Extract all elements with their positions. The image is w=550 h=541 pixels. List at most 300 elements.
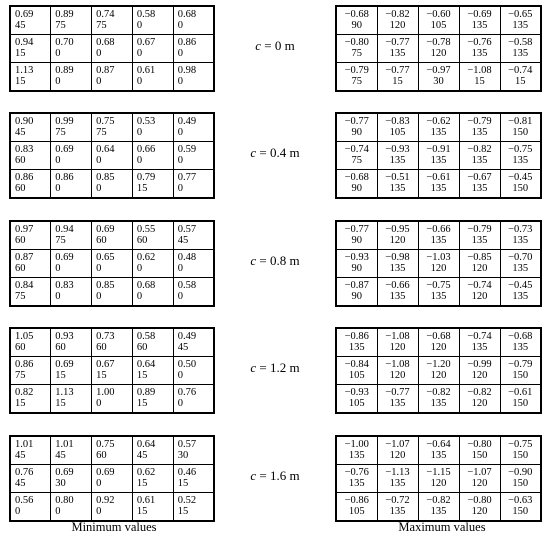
table-cell [92,35,133,63]
cell-angle: 15 [55,370,66,381]
cell-value: −0.98 [385,252,410,263]
cell-value: −0.95 [385,224,410,235]
cell-angle: 90 [351,183,362,194]
cell-angle: 135 [471,183,488,194]
cell-angle: 135 [389,48,406,59]
table-cell [173,170,214,199]
table-cell [132,221,173,250]
cell-value: −0.82 [467,387,492,398]
table-cell [500,357,541,385]
table-cell [173,493,214,522]
c-variable: c [250,468,257,483]
table-cell [459,357,500,385]
cell-value: −0.86 [344,495,369,506]
table-cell [459,250,500,278]
c-label [215,253,335,269]
cell-angle: 135 [430,183,447,194]
cell-angle: 135 [389,263,406,274]
cell-value: 0.73 [96,331,115,342]
cell-angle: 135 [512,291,529,302]
cell-value: 0.64 [136,439,156,450]
table-cell [500,278,541,307]
cell-value: −1.20 [426,359,451,370]
table-cell [336,6,377,35]
cell-angle: 0 [136,76,143,87]
table-cell [51,142,92,170]
cell-value: −0.93 [344,252,369,263]
cell-value: −0.61 [426,172,451,183]
cell-value: 0.62 [136,252,156,263]
cell-angle: 0 [136,48,143,59]
cell-value: −1.13 [385,467,410,478]
cell-angle: 75 [96,20,107,31]
table-cell [377,113,418,142]
table-cell [10,250,51,278]
table-cell [336,278,377,307]
cell-angle: 0 [15,506,21,517]
table-cell [132,385,173,414]
cell-angle: 0 [136,20,143,31]
cell-value: 0.69 [55,252,74,263]
cell-angle: 135 [389,155,406,166]
table-cell [459,385,500,414]
table-cell [377,142,418,170]
cell-value: −1.08 [467,65,492,76]
cell-value: −0.65 [508,9,533,20]
table-cell [377,328,418,357]
cell-value: −0.68 [344,9,369,20]
table-cell [10,328,51,357]
table-cell [51,250,92,278]
table-cell [377,436,418,465]
cell-angle: 135 [471,20,488,31]
cell-value: 1.01 [55,439,74,450]
table-cell [132,170,173,199]
table-cell [10,113,51,142]
cell-angle: 105 [348,398,365,409]
table-cell [10,385,51,414]
cell-angle: 0 [177,155,183,166]
table-cell [51,357,92,385]
cell-value: −0.87 [344,280,369,291]
cell-angle: 60 [55,342,66,353]
cell-angle: 0 [177,370,183,381]
cell-angle: 60 [15,183,26,194]
cell-angle: 0 [177,291,183,302]
table-cell [418,142,459,170]
cell-value: 0.92 [96,495,115,506]
cell-value: −0.79 [508,359,533,370]
cell-value: 0.87 [96,65,115,76]
cell-angle: 135 [430,506,447,517]
c-value: = 1.6 m [256,468,300,483]
table-cell [10,465,51,493]
cell-value: 0.58 [177,280,197,291]
cell-angle: 0 [136,263,143,274]
cell-value: 0.86 [15,359,34,370]
table-cell [132,250,173,278]
cell-value: −0.83 [385,116,410,127]
table-cell [10,221,51,250]
cell-value: −0.74 [508,65,533,76]
cell-angle: 15 [136,478,148,489]
cell-value: 0.57 [177,224,197,235]
cell-value: 0.48 [177,252,197,263]
cell-value: 0.69 [15,9,34,20]
cell-angle: 45 [15,450,26,461]
cell-value: −0.66 [426,224,451,235]
table-cell [377,63,418,92]
table-row [336,465,541,493]
cell-value: −0.97 [426,65,451,76]
table-cell [377,35,418,63]
cell-value: 0.55 [136,224,156,235]
cell-angle: 0 [55,291,61,302]
cell-value: −0.58 [508,37,533,48]
cell-angle: 60 [136,235,148,246]
cell-value: −0.79 [467,224,492,235]
cell-value: −0.77 [385,37,410,48]
cell-value: −0.82 [426,495,451,506]
cell-value: −0.62 [426,116,451,127]
table-cell [336,63,377,92]
cell-angle: 135 [389,478,406,489]
table-cell [132,113,173,142]
cell-angle: 135 [512,48,529,59]
cell-angle: 150 [512,183,529,194]
table-cell [132,493,173,522]
cell-value: −0.93 [385,144,410,155]
table-cell [336,113,377,142]
cell-value: −0.77 [385,387,410,398]
table-cell [10,357,51,385]
max-table-c08 [335,220,542,307]
table-cell [92,328,133,357]
cell-value: 0.82 [15,387,34,398]
cell-angle: 90 [351,127,362,138]
cell-angle: 135 [348,450,365,461]
table-cell [418,35,459,63]
cell-value: 0.67 [136,37,156,48]
cell-value: 0.79 [136,172,156,183]
cell-angle: 15 [15,398,26,409]
table-row [336,142,541,170]
cell-value: −0.75 [508,439,533,450]
cell-value: −0.79 [344,65,369,76]
c-value: = 1.2 m [256,360,300,375]
table-row [336,6,541,35]
cell-value: −0.82 [385,9,410,20]
cell-value: 0.64 [136,359,156,370]
cell-angle: 60 [15,263,26,274]
table-cell [92,465,133,493]
cell-value: 0.69 [96,467,115,478]
cell-angle: 135 [512,235,529,246]
cell-angle: 75 [96,127,107,138]
maximum-values-label: Maximum values [398,520,486,534]
table-cell [377,465,418,493]
cell-value: −0.45 [508,280,533,291]
cell-angle: 150 [512,506,529,517]
table-cell [51,328,92,357]
cell-value: −0.80 [344,37,369,48]
table-cell [92,278,133,307]
cell-angle: 120 [389,20,406,31]
cell-value: 0.85 [96,172,115,183]
cell-angle: 120 [389,342,406,353]
cell-value: 1.13 [55,387,74,398]
cell-angle: 90 [351,263,362,274]
table-cell [336,357,377,385]
cell-angle: 150 [512,478,529,489]
cell-value: −0.91 [426,144,451,155]
cell-value: 0.89 [55,9,74,20]
cell-value: −0.99 [467,359,492,370]
cell-angle: 45 [177,342,189,353]
table-cell [377,357,418,385]
table-cell [418,436,459,465]
table-cell [10,6,51,35]
c-variable: c [250,360,257,375]
cell-angle: 45 [55,450,66,461]
cell-angle: 45 [177,235,189,246]
cell-angle: 135 [389,291,406,302]
max-table-c12 [335,327,542,414]
cell-angle: 75 [351,48,362,59]
table-cell [132,465,173,493]
cell-value: 0.50 [177,359,197,370]
table-cell [173,221,214,250]
table-cell [377,6,418,35]
cell-value: −0.76 [344,467,369,478]
table-cell [51,436,92,465]
table-cell [51,35,92,63]
cell-angle: 120 [430,342,447,353]
table-cell [132,436,173,465]
cell-value: 0.70 [55,37,74,48]
table-cell [418,113,459,142]
table-cell [336,328,377,357]
table-cell [173,35,214,63]
table-cell [132,357,173,385]
cell-value: 0.97 [15,224,34,235]
table-cell [377,493,418,522]
cell-value: 0.93 [55,331,74,342]
cell-value: −0.74 [467,280,492,291]
cell-angle: 135 [471,235,488,246]
cell-value: 0.46 [177,467,197,478]
cell-value: 0.69 [55,467,74,478]
cell-angle: 0 [55,506,61,517]
cell-angle: 15 [392,76,403,87]
table-cell [377,385,418,414]
cell-angle: 15 [15,76,26,87]
table-cell [459,35,500,63]
cell-angle: 75 [55,235,66,246]
cell-angle: 15 [515,76,526,87]
table-cell [418,278,459,307]
cell-value: −0.61 [508,387,533,398]
cell-angle: 135 [430,235,447,246]
cell-angle: 150 [471,450,488,461]
cell-angle: 120 [471,478,488,489]
cell-angle: 0 [96,48,102,59]
table-row [336,436,541,465]
table-cell [173,63,214,92]
cell-angle: 135 [471,342,488,353]
cell-value: −0.73 [508,224,533,235]
table-cell [51,493,92,522]
table-cell [173,250,214,278]
table-cell [173,6,214,35]
cell-angle: 135 [348,478,365,489]
table-row [336,113,541,142]
table-row [10,493,214,522]
cell-angle: 45 [15,127,26,138]
max-table-c04 [335,112,542,199]
cell-value: 0.89 [136,387,156,398]
table-cell [51,385,92,414]
cell-value: 0.84 [15,280,34,291]
min-table-c0 [9,5,215,92]
table-row [336,63,541,92]
cell-value: 0.94 [15,37,34,48]
cell-angle: 15 [474,76,485,87]
table-cell [459,63,500,92]
cell-value: −0.80 [467,495,492,506]
table-cell [500,142,541,170]
table-row [10,436,214,465]
cell-angle: 135 [471,48,488,59]
table-cell [132,35,173,63]
table-cell [418,63,459,92]
table-row [10,113,214,142]
min-table-c04 [9,112,215,199]
cell-value: −0.77 [385,65,410,76]
cell-angle: 75 [351,76,362,87]
table-cell [418,357,459,385]
table-row [336,357,541,385]
cell-value: 0.99 [55,116,74,127]
cell-angle: 135 [430,291,447,302]
cell-angle: 150 [512,127,529,138]
cell-angle: 150 [512,398,529,409]
cell-value: 0.90 [15,116,34,127]
cell-angle: 15 [15,48,26,59]
cell-angle: 0 [177,48,183,59]
cell-angle: 0 [177,127,183,138]
cell-angle: 120 [471,506,488,517]
cell-angle: 15 [55,398,66,409]
cell-value: 0.59 [177,144,197,155]
cell-value: −0.66 [385,280,410,291]
table-cell [418,6,459,35]
max-table-c16 [335,435,542,522]
table-row [10,6,214,35]
cell-angle: 135 [389,398,406,409]
table-cell [418,221,459,250]
table-row [336,35,541,63]
table-cell [459,436,500,465]
cell-angle: 120 [430,478,447,489]
cell-value: −0.93 [344,387,369,398]
cell-value: −0.70 [508,252,533,263]
cell-value: 0.98 [177,65,197,76]
table-row [10,385,214,414]
table-cell [173,357,214,385]
table-cell [500,113,541,142]
c-label [215,145,335,161]
cell-value: −0.68 [426,331,451,342]
cell-angle: 90 [351,20,362,31]
cell-value: 0.74 [96,9,115,20]
cell-value: 0.86 [15,172,34,183]
table-cell [92,436,133,465]
cell-value: 1.00 [96,387,115,398]
cell-angle: 60 [96,342,107,353]
cell-angle: 120 [471,263,488,274]
cell-value: −1.15 [426,467,451,478]
cell-value: 0.68 [136,280,156,291]
table-cell [377,170,418,199]
cell-value: 0.69 [55,144,74,155]
table-cell [51,278,92,307]
cell-angle: 0 [55,76,61,87]
table-cell [10,278,51,307]
cell-angle: 30 [433,76,444,87]
table-row [336,328,541,357]
cell-angle: 120 [389,235,406,246]
table-cell [459,170,500,199]
table-row [10,170,214,199]
cell-angle: 0 [96,155,102,166]
cell-value: 0.53 [136,116,156,127]
cell-angle: 135 [430,127,447,138]
cell-angle: 135 [512,263,529,274]
cell-value: −0.63 [508,495,533,506]
cell-angle: 0 [96,76,102,87]
c-variable: c [250,145,257,160]
cell-angle: 15 [177,506,189,517]
table-cell [51,170,92,199]
cell-value: 0.86 [55,172,74,183]
cell-angle: 0 [177,398,183,409]
cell-angle: 0 [177,263,183,274]
cell-angle: 105 [348,370,365,381]
cell-value: 0.83 [15,144,34,155]
cell-angle: 75 [351,155,362,166]
cell-value: 0.69 [96,224,115,235]
table-cell [377,278,418,307]
table-cell [459,465,500,493]
cell-angle: 120 [471,370,488,381]
table-cell [92,6,133,35]
cell-angle: 0 [96,183,102,194]
table-cell [173,113,214,142]
cell-angle: 105 [348,506,365,517]
cell-value: 0.75 [96,116,115,127]
cell-value: 0.49 [177,331,197,342]
cell-angle: 0 [136,127,143,138]
table-cell [377,221,418,250]
table-cell [459,278,500,307]
cell-angle: 150 [512,370,529,381]
table-cell [132,278,173,307]
table-cell [51,6,92,35]
table-cell [418,250,459,278]
table-cell [500,221,541,250]
cell-angle: 120 [471,291,488,302]
